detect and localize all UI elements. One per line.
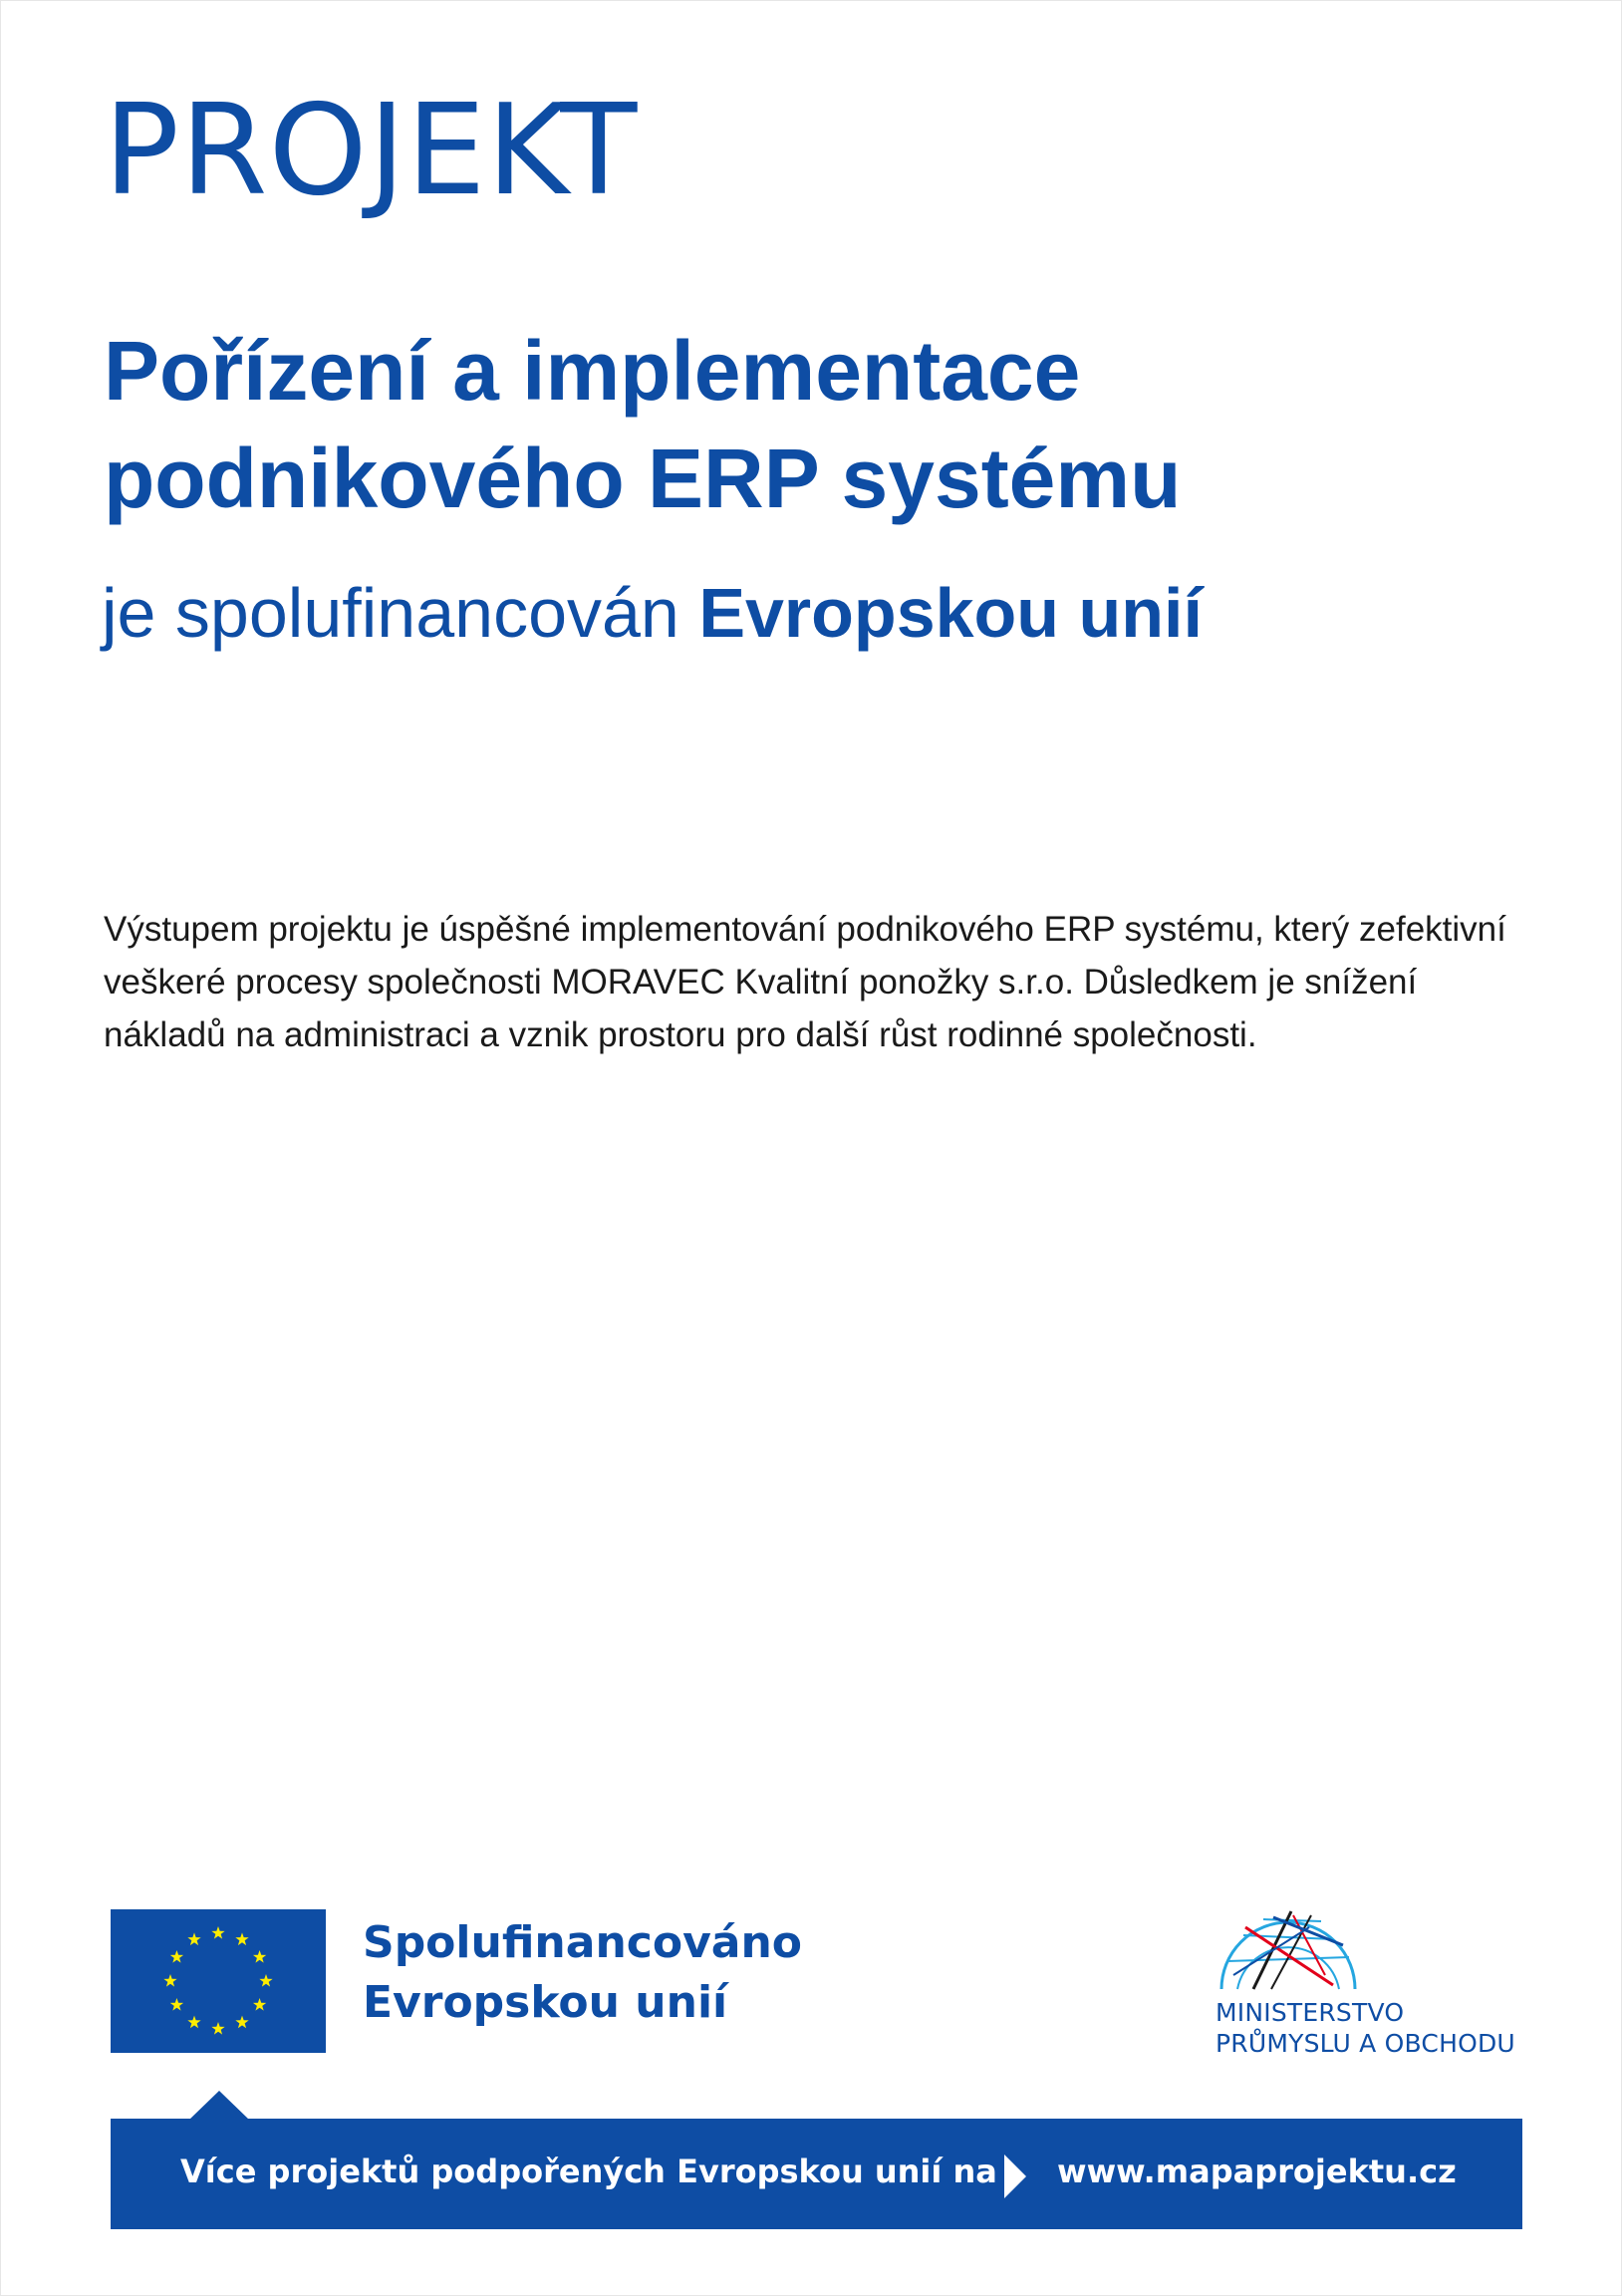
- banner-text: Více projektů podpořených Evropskou unií na: [180, 2152, 997, 2190]
- eu-logo-line1: Spolufinancováno: [363, 1917, 803, 1968]
- project-description: Výstupem projektu je úspěšné implementování podnikového ERP systému, který zefektivní veškeré procesy společnosti MORAVEC Kvalitní ponožky s.r.o. Důsledkem je snížení nákladů na administraci a vznik prostoru pro další růst rodinné společnosti.: [104, 910, 1506, 1054]
- banner-url-link[interactable]: www.mapaprojektu.cz: [1057, 2152, 1457, 2190]
- subtitle-prefix: je spolufinancován: [102, 574, 699, 652]
- funding-subtitle: [102, 568, 1203, 658]
- page-heading: PROJEKT: [104, 77, 639, 223]
- eu-cofinanced-logo-text: [363, 1913, 802, 2033]
- ministry-logo-line1: MINISTERSTVO: [1216, 1998, 1405, 2027]
- ministry-logo-line2: PRŮMYSLU A OBCHODU: [1216, 2029, 1515, 2058]
- eu-logo-line2: Evropskou unií: [363, 1977, 728, 2028]
- project-title: Pořízení a implementace podnikového ERP systému: [104, 324, 1182, 525]
- ministry-logo-text: [1216, 1997, 1515, 2059]
- project-map-banner[interactable]: [111, 2119, 1522, 2229]
- banner-notch: [189, 2091, 249, 2120]
- ministry-globe-icon: [1214, 1905, 1363, 1991]
- subtitle-emphasis: Evropskou unií: [698, 574, 1203, 652]
- arrow-right-icon: [1004, 2154, 1026, 2198]
- eu-flag-icon: [111, 1909, 326, 2053]
